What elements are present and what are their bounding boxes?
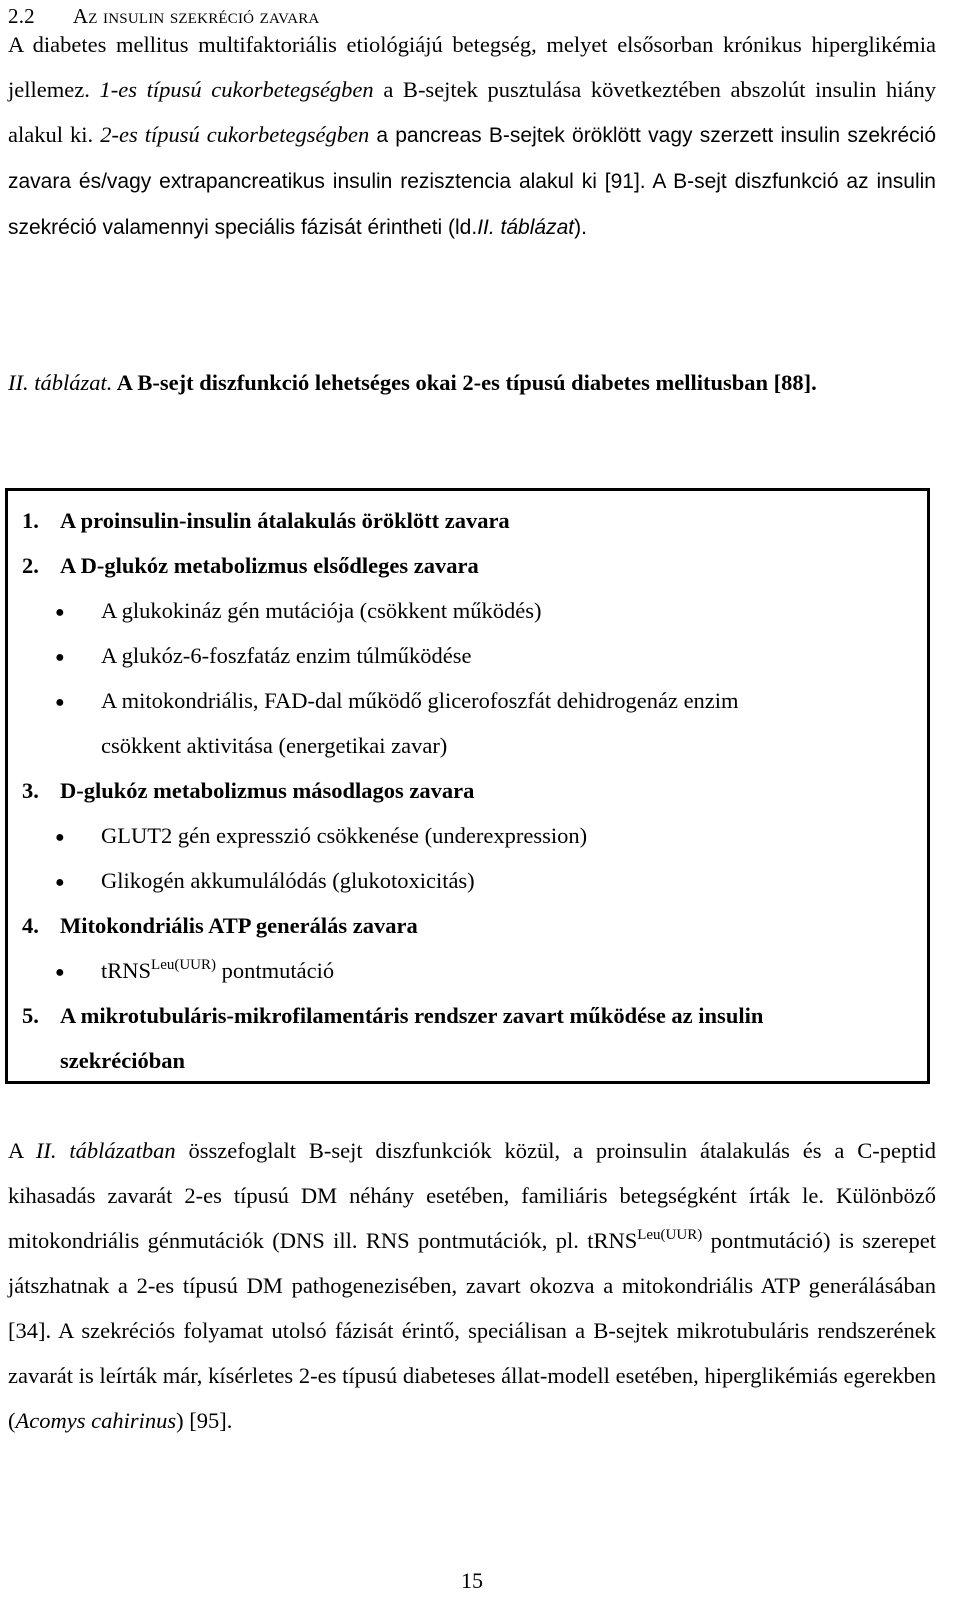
item-number: 2. xyxy=(22,553,39,578)
intro-italic-table-ref: II. táblázat xyxy=(477,216,575,239)
item-number: 3. xyxy=(22,778,39,803)
item-number: 1. xyxy=(22,508,39,533)
outro-italic-table-ref: II. táblázatban xyxy=(35,1138,176,1163)
item-text: A D-glukóz metabolizmus elsődleges zavara xyxy=(60,553,479,578)
section-number: 2.2 xyxy=(8,4,35,28)
intro-text-2: a B-sejtek pusztulása következtében abszolút insulin hiány alakul ki. xyxy=(8,77,936,147)
table-caption-text: A B-sejt diszfunkció lehetséges okai 2-es típusú diabetes mellitusban [88]. xyxy=(116,370,817,395)
section-title-rest: z insulin szekréció zavara xyxy=(88,4,320,28)
bullet-item xyxy=(55,686,739,718)
bullet-text-continued: csökkent aktivitása (energetikai zavar) xyxy=(101,733,448,758)
outro-text-4: ) [95]. xyxy=(176,1408,233,1433)
dysfunction-table xyxy=(5,488,930,1084)
intro-italic-type1: 1-es típusú cukorbetegségben xyxy=(99,77,374,102)
table-item-4 xyxy=(8,911,418,941)
bullet-text: Glikogén akkumulálódás (glukotoxicitás) xyxy=(101,868,475,893)
intro-text-4: ). xyxy=(574,216,587,239)
bullet-icon: ● xyxy=(55,873,65,891)
table-item-5-continuation xyxy=(60,1046,185,1076)
outro-text-2: összefoglalt B-sejt diszfunkciók közül, a proinsulin átalakulás és a C-peptid kihasadás zavarát 2-es típusú DM néhány esetében, familiáris betegségként írták le. Különböző mitokondriális génmutációk (DNS ill. RNS pontmutációk, pl. tRNS xyxy=(8,1138,942,1253)
outro-text-3: pontmutáció) is szerepet játszhatnak a 2-es típusú DM pathogenezisében, zavart okozva a mitokondriális ATP generálásában [34]. A szekréciós folyamat utolsó fázisát érintő, speciálisan a B-sejtek mikrotubuláris rendszerének zavarát is leírták már, kísérletes 2-es típusú diabeteses állat-modell esetében, hiperglikémiás egerekben ( xyxy=(8,1228,942,1433)
outro-paragraph xyxy=(8,1128,942,1443)
bullet-text: A glukóz-6-foszfatáz enzim túlműködése xyxy=(101,643,472,668)
item-number: 5. xyxy=(22,1003,39,1028)
bullet-text: A mitokondriális, FAD-dal működő glicerofoszfát dehidrogenáz enzim xyxy=(101,688,739,713)
section-title-initial: A xyxy=(72,4,89,28)
table-item-5 xyxy=(8,1001,763,1031)
item-text: Mitokondriális ATP generálás zavara xyxy=(60,913,418,938)
bullet-text: GLUT2 gén expresszió csökkenése (underexpression) xyxy=(101,823,588,848)
table-item-1 xyxy=(8,506,510,536)
bullet-continuation xyxy=(101,731,447,761)
bullet-item xyxy=(55,821,587,853)
item-text: D-glukóz metabolizmus másodlagos zavara xyxy=(60,778,475,803)
intro-text-1: A diabetes mellitus multifaktoriális etiológiájú betegség, melyet elsősorban krónikus hiperglikémia jellemez. xyxy=(8,32,936,102)
bullet-icon: ● xyxy=(55,963,65,981)
item-text: A proinsulin-insulin átalakulás öröklött zavara xyxy=(60,508,510,533)
intro-italic-type2: 2-es típusú cukorbetegségben xyxy=(100,122,370,147)
item-number: 4. xyxy=(22,913,39,938)
bullet-item xyxy=(55,641,472,673)
intro-text-3: a pancreas B-sejtek öröklött vagy szerzett insulin szekréció zavara és/vagy extrapancreatikus insulin rezisztencia alakul ki [91]. A B-sejt diszfunkció az insulin szekréció valamennyi speciális fázisát érintheti (ld. xyxy=(8,124,937,239)
outro-italic-species: Acomys cahirinus xyxy=(15,1408,177,1433)
outro-superscript: Leu(UUR) xyxy=(637,1227,703,1243)
bullet-icon: ● xyxy=(55,828,65,846)
bullet-item xyxy=(55,866,475,898)
table-item-2 xyxy=(8,551,479,581)
bullet-item xyxy=(55,596,542,628)
table-caption-label: II. táblázat. xyxy=(8,370,113,395)
table-item-3 xyxy=(8,776,474,806)
bullet-text-rest: pontmutáció xyxy=(216,958,335,983)
page-number: 15 xyxy=(461,1568,483,1593)
bullet-icon: ● xyxy=(55,603,65,621)
intro-paragraph xyxy=(8,22,936,250)
bullet-icon: ● xyxy=(55,648,65,666)
item-text-continued: szekrécióban xyxy=(60,1048,185,1073)
bullet-text: tRNS xyxy=(101,958,152,983)
bullet-item xyxy=(55,956,334,988)
item-text: A mikrotubuláris-mikrofilamentáris rendszer zavart működése az insulin xyxy=(60,1003,764,1028)
bullet-text: A glukokináz gén mutációja (csökkent működés) xyxy=(101,598,542,623)
table-caption xyxy=(8,360,936,405)
superscript: Leu(UUR) xyxy=(151,957,217,973)
outro-text-1: A xyxy=(8,1138,36,1163)
bullet-icon: ● xyxy=(55,693,65,711)
